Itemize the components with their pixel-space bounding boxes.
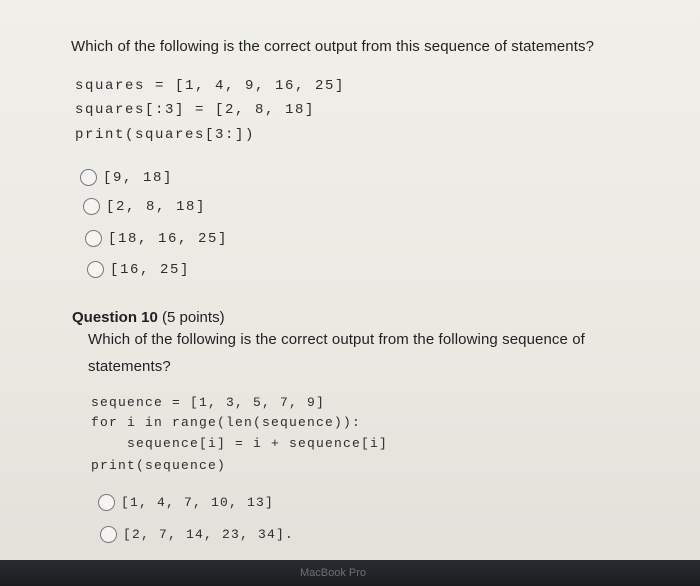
- device-label: MacBook Pro: [300, 567, 367, 579]
- question-9-code-line-1: squares = [1, 4, 9, 16, 25]: [75, 78, 346, 94]
- option-label: [9, 18]: [103, 169, 174, 186]
- question-10-code-line-4: print(sequence): [91, 458, 227, 473]
- radio-button-icon[interactable]: [98, 494, 115, 511]
- question-10-code-line-3: sequence[i] = i + sequence[i]: [91, 436, 389, 451]
- question-9-code-line-2: squares[:3] = [2, 8, 18]: [75, 102, 316, 118]
- question-10-header: [72, 308, 225, 328]
- option-label: [2, 8, 18]: [106, 198, 207, 215]
- question-10-prompt-line-1: Which of the following is the correct output from the following sequence of: [88, 331, 585, 348]
- question-9-option-3[interactable]: [85, 230, 228, 247]
- question-9-code-line-3: print(squares[3:]): [75, 127, 256, 143]
- option-label: [18, 16, 25]: [108, 230, 229, 247]
- radio-button-icon[interactable]: [87, 261, 104, 278]
- question-9-option-2[interactable]: [83, 198, 206, 215]
- laptop-bezel: [0, 560, 700, 586]
- option-label: [2, 7, 14, 23, 34].: [123, 527, 295, 542]
- question-10-prompt-line-2: statements?: [88, 358, 171, 375]
- question-points: (5 points): [162, 309, 225, 326]
- question-10-option-1[interactable]: [98, 494, 274, 511]
- question-10-code-line-2: for i in range(len(sequence)):: [91, 415, 362, 430]
- radio-button-icon[interactable]: [83, 198, 100, 215]
- question-10-code-line-1: sequence = [1, 3, 5, 7, 9]: [91, 395, 326, 410]
- question-number: Question 10: [72, 309, 158, 326]
- question-9-option-1[interactable]: [80, 169, 173, 186]
- radio-button-icon[interactable]: [85, 230, 102, 247]
- option-label: [16, 25]: [110, 261, 191, 278]
- question-10-option-2[interactable]: [100, 526, 294, 543]
- question-9-option-4[interactable]: [87, 261, 190, 278]
- question-9-prompt: Which of the following is the correct output from this sequence of statements?: [71, 38, 595, 55]
- option-label: [1, 4, 7, 10, 13]: [121, 495, 275, 510]
- radio-button-icon[interactable]: [80, 169, 97, 186]
- radio-button-icon[interactable]: [100, 526, 117, 543]
